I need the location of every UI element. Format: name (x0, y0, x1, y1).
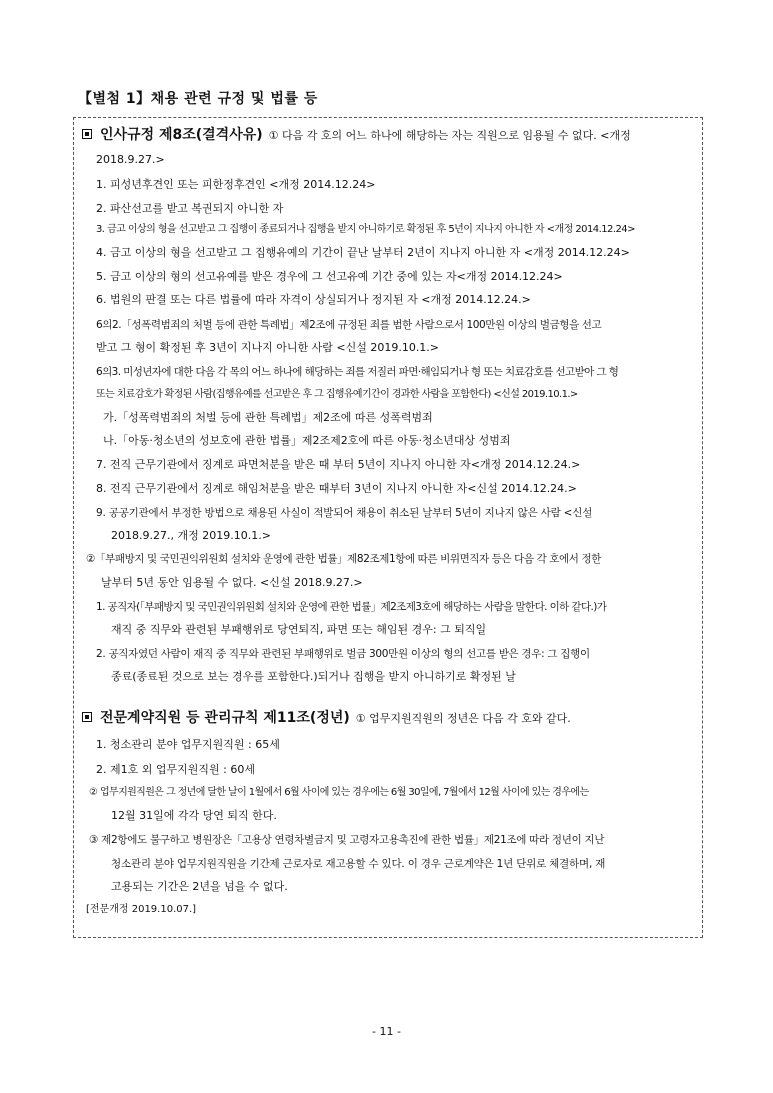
section2-header (82, 710, 571, 727)
section2-para2-line2: 12월 31일에 각각 당연 퇴직 한다. (111, 809, 277, 822)
section1-title: 인사규정 제8조(결격사유) (100, 127, 263, 143)
section2-para3-line2: 청소관리 분야 업무지원직원을 기간제 근로자로 재고용할 수 있다. 이 경우 근로계약은 1년 단위로 체결하며, 재 (111, 858, 606, 870)
section2-para3-line1: ③ 제2항에도 불구하고 병원장은「고용상 연령차별금지 및 고령자고용촉진에 관한 법률」제21조에 따라 정년이 지난 (89, 834, 605, 846)
list-item: 8. 전직 근무기관에서 징계로 해임처분을 받은 때부터 3년이 지나지 아니한 자<신설 2014.12.24.> (96, 482, 577, 495)
p2-item1-line2: 재직 중 직무와 관련된 부패행위로 당연퇴직, 파면 또는 해임된 경우: 그 퇴직일 (111, 623, 487, 636)
item-9-line1: 9. 공공기관에서 부정한 방법으로 채용된 사실이 적발되어 채용이 취소된 날부터 5년이 지나지 않은 사람 <신설 (96, 507, 593, 519)
square-bullet-icon (82, 712, 92, 722)
p2-item2-line1: 2. 공직자였던 사람이 재직 중 직무와 관련된 부패행위로 벌금 300만원 이상의 형의 선고를 받은 경우: 그 집행이 (96, 648, 590, 660)
section2-para3-line3: 고용되는 기간은 2년을 넘을 수 없다. (111, 880, 288, 893)
paragraph-2-line1: ②「부패방지 및 국민권익위원회 설치와 운영에 관한 법률」제82조제1항에 따른 비위면직자 등은 다음 각 호에서 정한 (86, 553, 601, 565)
square-bullet-icon (82, 129, 92, 139)
list-item: 4. 금고 이상의 형을 선고받고 그 집행유예의 기간이 끝난 날부터 2년이 지나지 아니한 자 <개정 2014.12.24> (96, 246, 630, 259)
list-item: 2. 제1호 외 업무지원직원 : 60세 (96, 763, 255, 776)
section1-intro-cont: 2018.9.27.> (96, 153, 165, 166)
list-item: 5. 금고 이상의 형의 선고유예를 받은 경우에 그 선고유예 기간 중에 있는 자<개정 2014.12.24> (96, 270, 563, 283)
section2-para2-line1: ② 업무지원직원은 그 정년에 달한 날이 1월에서 6월 사이에 있는 경우에는 6월 30일에, 7월에서 12월 사이에 있는 경우에는 (89, 787, 589, 798)
item-6-2-line2: 받고 그 형이 확정된 후 3년이 지나지 아니한 사람 <신설 2019.10.1.> (96, 341, 440, 354)
sub-item-ga: 가.「성폭력범죄의 처벌 등에 관한 특례법」제2조에 따른 성폭력범죄 (103, 411, 433, 424)
paragraph-2-line2: 날부터 5년 동안 임용될 수 없다. <신설 2018.9.27.> (101, 576, 363, 589)
list-item: 3. 금고 이상의 형을 선고받고 그 집행이 종료되거나 집행을 받지 아니하기로 확정된 후 5년이 지나지 아니한 자 <개정 2014.12.24> (96, 224, 635, 235)
page-number: - 11 - (372, 1025, 401, 1038)
section1-header (82, 127, 631, 144)
item-6-3-line1: 6의3. 미성년자에 대한 다음 각 목의 어느 하나에 해당하는 죄를 저질러 파면·해임되거나 형 또는 치료감호를 선고받아 그 형 (96, 366, 619, 378)
list-item: 7. 전직 근무기관에서 징계로 파면처분을 받은 때 부터 5년이 지나지 아니한 자<개정 2014.12.24.> (96, 458, 581, 471)
sub-item-na: 나.「아동·청소년의 성보호에 관한 법률」제2조제2호에 따른 아동·청소년대상 성범죄 (103, 434, 511, 447)
list-item: 1. 청소관리 분야 업무지원직원 : 65세 (96, 738, 280, 751)
item-9-line2: 2018.9.27., 개정 2019.10.1.> (111, 529, 271, 542)
page-heading: 【별첨 1】채용 관련 규정 및 법률 등 (78, 91, 318, 107)
item-6-2-line1: 6의2.「성폭력범죄의 처벌 등에 관한 특례법」제2조에 규정된 죄를 범한 사람으로서 100만원 이상의 벌금형을 선고 (96, 319, 602, 331)
list-item: 6. 법원의 판결 또는 다른 법률에 따라 자격이 상실되거나 정지된 자 <개정 2014.12.24.> (96, 293, 531, 306)
section1-intro: ① 다음 각 호의 어느 하나에 해당하는 자는 직원으로 임용될 수 없다. <개정 (268, 129, 631, 142)
revision-note: [전문개정 2019.10.07.] (86, 904, 197, 915)
p2-item1-line1: 1. 공직자(「부패방지 및 국민권익위원회 설치와 운영에 관한 법률」제2조제3호에 해당하는 사람을 말한다. 이하 같다.)가 (96, 601, 607, 613)
list-item: 1. 피성년후견인 또는 피한정후견인 <개정 2014.12.24> (96, 178, 376, 191)
p2-item2-line2: 종료(종료된 것으로 보는 경우를 포함한다.)되거나 집행을 받지 아니하기로 확정된 날 (111, 670, 516, 683)
section2-title: 전문계약직원 등 관리규칙 제11조(정년) (100, 710, 350, 726)
item-6-3-line2: 또는 치료감호가 확정된 사람(집행유예를 선고받은 후 그 집행유예기간이 경과한 사람을 포함한다) <신설 2019.10.1.> (96, 389, 578, 400)
section2-intro: ① 업무지원직원의 정년은 다음 각 호와 같다. (355, 712, 571, 725)
list-item: 2. 파산선고를 받고 복권되지 아니한 자 (96, 202, 284, 215)
